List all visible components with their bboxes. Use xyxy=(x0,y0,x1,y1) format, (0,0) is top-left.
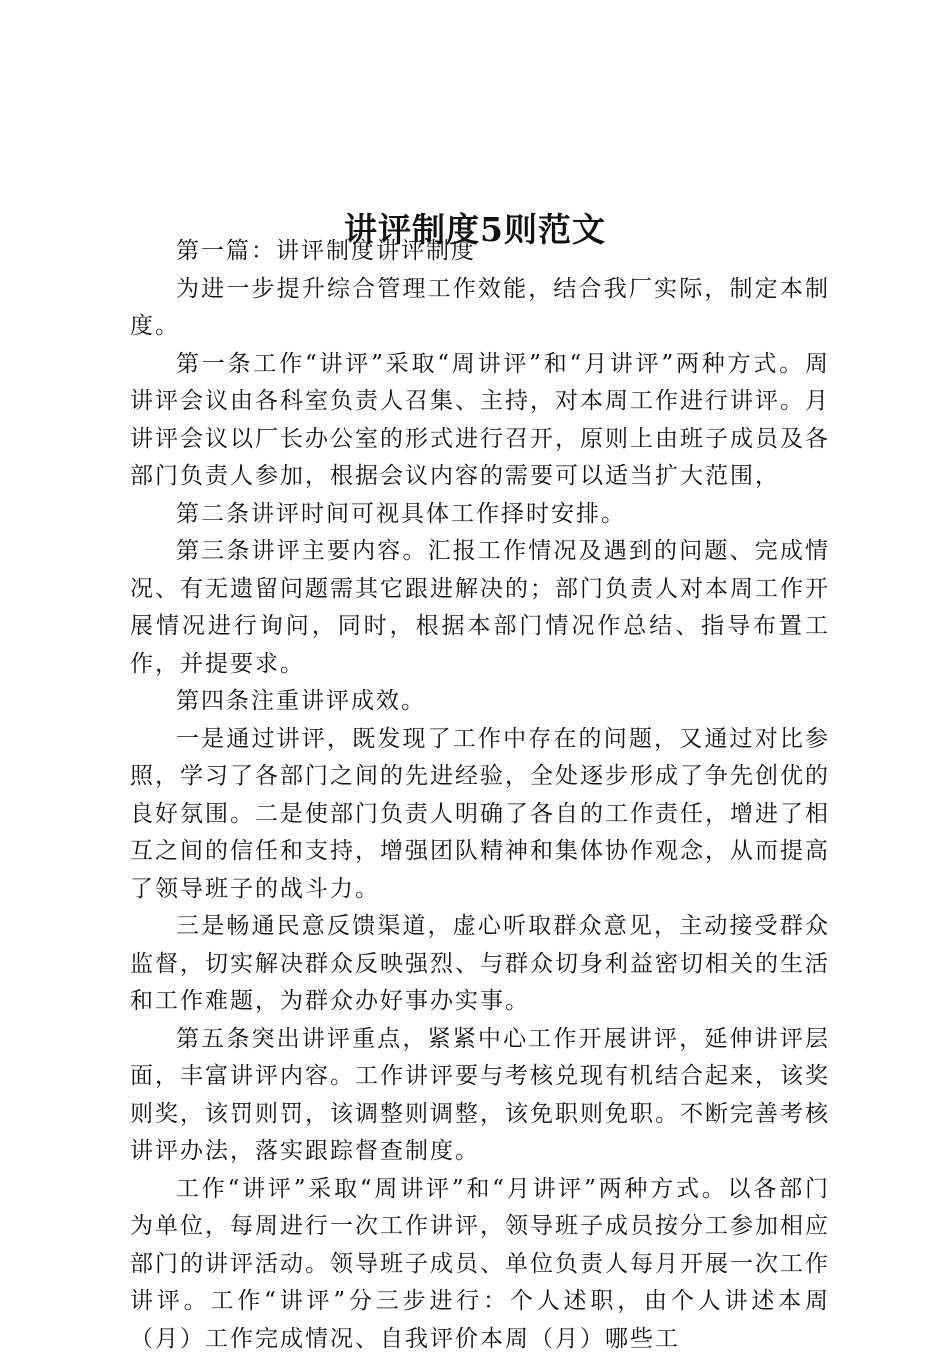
paragraph-point-3: 三是畅通民意反馈渠道，虚心听取群众意见，主动接受群众监督，切实解决群众反映强烈、与群众切身利益密切相关的生活和工作难题，为群众办好事办实事。 xyxy=(130,908,830,1021)
paragraph-chapter-heading: 第一篇：讲评制度讲评制度 xyxy=(130,233,830,271)
paragraph-article-3: 第三条讲评主要内容。汇报工作情况及遇到的问题、完成情况、有无遗留问题需其它跟进解决的；部门负责人对本周工作开展情况进行询问，同时，根据本部门情况作总结、指导布置工作，并提要求。 xyxy=(130,533,830,683)
paragraph-article-5: 第五条突出讲评重点，紧紧中心工作开展讲评，延伸讲评层面，丰富讲评内容。工作讲评要与考核兑现有机结合起来，该奖则奖，该罚则罚，该调整则调整，该免职则免职。不断完善考核讲评办法，落实跟踪督查制度。 xyxy=(130,1021,830,1171)
document-title: 讲评制度5则范文 xyxy=(0,205,950,255)
document-body xyxy=(130,233,830,1358)
paragraph-article-4: 第四条注重讲评成效。 xyxy=(130,683,830,721)
paragraph-article-2: 第二条讲评时间可视具体工作择时安排。 xyxy=(130,496,830,534)
paragraph-article-1: 第一条工作“讲评”采取“周讲评”和“月讲评”两种方式。周讲评会议由各科室负责人召集、主持，对本周工作进行讲评。月讲评会议以厂长办公室的形式进行召开，原则上由班子成员及各部门负责人参加，根据会议内容的需要可以适当扩大范围， xyxy=(130,346,830,496)
paragraph-review-methods: 工作“讲评”采取“周讲评”和“月讲评”两种方式。以各部门为单位，每周进行一次工作讲评，领导班子成员按分工参加相应部门的讲评活动。领导班子成员、单位负责人每月开展一次工作讲评。工作“讲评”分三步进行：个人述职，由个人讲述本周（月）工作完成情况、自我评价本周（月）哪些工 xyxy=(130,1171,830,1358)
paragraph-preamble: 为进一步提升综合管理工作效能，结合我厂实际，制定本制度。 xyxy=(130,271,830,346)
paragraph-point-1-2: 一是通过讲评，既发现了工作中存在的问题，又通过对比参照，学习了各部门之间的先进经验，全处逐步形成了争先创优的良好氛围。二是使部门负责人明确了各自的工作责任，增进了相互之间的信任和支持，增强团队精神和集体协作观念，从而提高了领导班子的战斗力。 xyxy=(130,721,830,909)
